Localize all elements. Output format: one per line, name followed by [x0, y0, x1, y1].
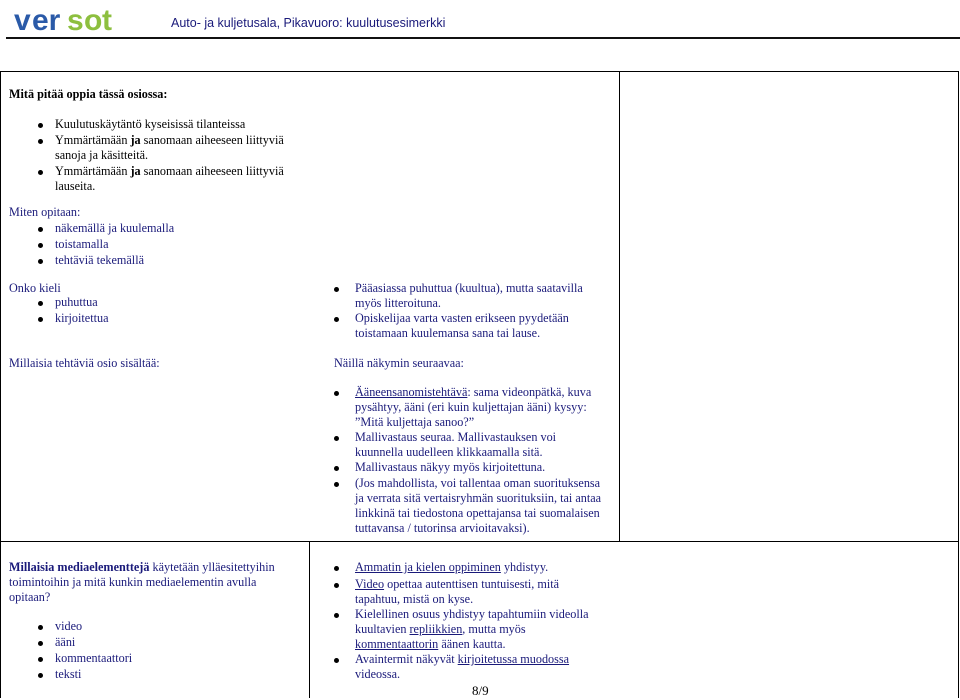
- media-question-line-2: toimintoihin ja mitä kunkin mediaelementin avulla: [9, 575, 257, 589]
- table-divider-upper: [619, 71, 620, 541]
- table-border-top-left: [0, 71, 619, 72]
- bullet: [334, 287, 339, 292]
- bullet: [334, 613, 339, 618]
- media-item-audio: ääni: [55, 635, 76, 649]
- learn-item-2: Ymmärtämään ja sanomaan aiheeseen liittyviä: [55, 133, 284, 147]
- media-note-4: Avaintermit näkyvät kirjoitetussa muodossa: [355, 652, 570, 666]
- tasks-heading: Millaisia tehtäviä osio sisältää:: [9, 356, 160, 370]
- bullet: [334, 466, 339, 471]
- bullet: [38, 625, 43, 630]
- bullet: [334, 436, 339, 441]
- learn-item-1: Kuulutuskäytäntö kyseisissä tilanteissa: [55, 117, 246, 131]
- learn-item-3-line-2: lauseita.: [55, 179, 96, 193]
- media-note-1: Ammatin ja kielen oppiminen yhdistyy.: [355, 560, 549, 574]
- lang-note-2: Opiskelijaa varta vasten erikseen pyydetään: [355, 311, 569, 325]
- bullet: [334, 482, 339, 487]
- media-note-2-line-2: tapahtuu, mistä on kyse.: [355, 592, 474, 606]
- learn-item-2-line-2: sanoja ja käsitteitä.: [55, 148, 149, 162]
- lang-note-1-line-2: myös litteroituna.: [355, 296, 441, 310]
- media-note-3-line-2: kuultavien repliikkien, mutta myös: [355, 622, 526, 636]
- bullet: [38, 227, 43, 232]
- table-border-right: [958, 71, 959, 698]
- task-item-4: (Jos mahdollista, voi tallentaa oman suorituksensa: [355, 476, 601, 490]
- how-item-1: näkemällä ja kuulemalla: [55, 221, 175, 235]
- versot-logo: [12, 4, 122, 36]
- learn-heading: Mitä pitää oppia tässä osiossa:: [9, 87, 168, 101]
- svg-text:s: s: [67, 4, 84, 36]
- bullet: [334, 317, 339, 322]
- svg-text:er: er: [32, 4, 61, 36]
- lang-heading: Onko kieli: [9, 281, 61, 295]
- svg-text:o: o: [84, 4, 103, 36]
- task-item-4-line-4: tuttavansa / tutorinsa arvioitavaksi).: [355, 521, 530, 535]
- lang-note-2-line-2: toistamaan kuulemansa sana tai lause.: [355, 326, 541, 340]
- bullet: [38, 170, 43, 175]
- bullet: [334, 583, 339, 588]
- task-item-2-line-2: kuunnella uudelleen klikkaamalla sitä.: [355, 445, 543, 459]
- table-row-divider: [0, 541, 958, 542]
- media-item-text: teksti: [55, 667, 82, 681]
- svg-text:v: v: [14, 4, 31, 36]
- table-border-left: [0, 71, 1, 698]
- task-item-1-line-3: ”Mitä kuljettaja sanoo?”: [355, 415, 475, 429]
- how-heading: Miten opitaan:: [9, 205, 81, 219]
- bullet: [38, 139, 43, 144]
- media-note-3-line-3: kommentaattorin äänen kautta.: [355, 637, 506, 651]
- table-border-top-right: [619, 71, 958, 72]
- bullet: [38, 259, 43, 264]
- lang-item-1: puhuttua: [55, 295, 98, 309]
- bullet: [38, 123, 43, 128]
- bullet: [38, 317, 43, 322]
- media-item-commentator: kommentaattori: [55, 651, 133, 665]
- lang-item-2: kirjoitettua: [55, 311, 109, 325]
- view-intro: Näillä näkymin seuraavaa:: [334, 356, 464, 370]
- media-question: Millaisia mediaelementtejä käytetään ylläesitettyihin: [9, 560, 275, 574]
- bullet: [334, 391, 339, 396]
- lang-note-1: Pääasiassa puhuttua (kuultua), mutta saatavilla: [355, 281, 583, 295]
- task-item-4-line-3: linkkinä tai tiedostona opettajansa tai suomalaisen: [355, 506, 600, 520]
- task-item-3: Mallivastaus näkyy myös kirjoitettuna.: [355, 460, 546, 474]
- bullet: [38, 243, 43, 248]
- how-item-3: tehtäviä tekemällä: [55, 253, 144, 267]
- learn-item-3: Ymmärtämään ja sanomaan aiheeseen liittyviä: [55, 164, 284, 178]
- page-number: 8/9: [472, 683, 489, 698]
- media-item-video: video: [55, 619, 83, 633]
- header-rule: [6, 37, 960, 39]
- media-note-2: Video opettaa autenttisen tuntuisesti, mitä: [355, 577, 560, 591]
- header-title: Auto- ja kuljetusala, Pikavuoro: kuulutusesimerkki: [171, 16, 446, 30]
- task-item-4-line-2: ja verrata sitä vertaisryhmän suorituksiin, tai antaa: [355, 491, 602, 505]
- media-note-4-line-2: videossa.: [355, 667, 401, 681]
- bullet: [38, 673, 43, 678]
- bullet: [38, 301, 43, 306]
- bullet: [38, 657, 43, 662]
- bullet: [334, 658, 339, 663]
- table-divider-lower: [309, 541, 310, 698]
- media-question-line-3: opitaan?: [9, 590, 51, 604]
- task-item-1: Ääneensanomistehtävä: sama videonpätkä, kuva: [355, 385, 592, 399]
- media-note-3: Kielellinen osuus yhdistyy tapahtumiin videolla: [355, 607, 589, 621]
- task-item-1-line-2: pysähtyy, ääni (eri kuin kuljettajan ääni) kysyy:: [355, 400, 587, 414]
- task-item-2: Mallivastaus seuraa. Mallivastauksen voi: [355, 430, 557, 444]
- how-item-2: toistamalla: [55, 237, 109, 251]
- bullet: [334, 566, 339, 571]
- bullet: [38, 641, 43, 646]
- svg-text:t: t: [102, 4, 112, 36]
